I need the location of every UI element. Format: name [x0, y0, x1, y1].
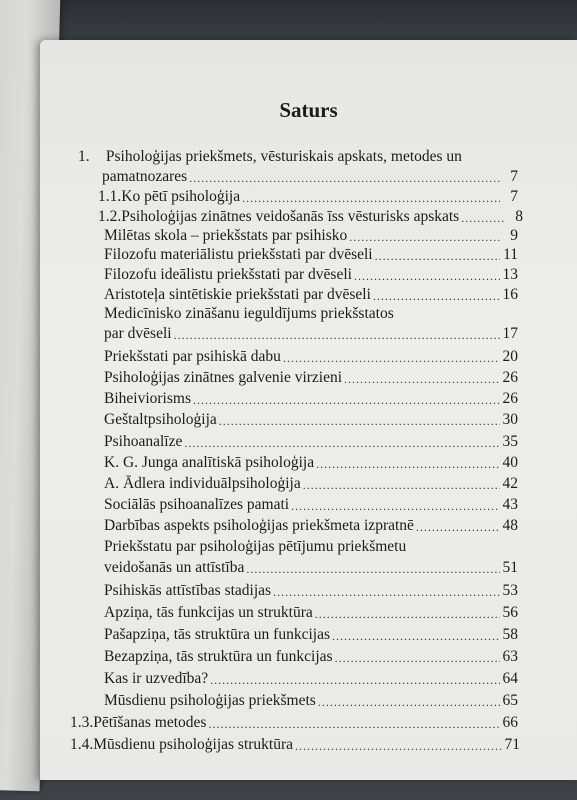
toc-text: Priekšstati par psihiskā dabu: [104, 348, 281, 365]
toc-page-number: 26: [502, 369, 518, 386]
toc-entry: [104, 494, 518, 514]
toc-text: Medicīnisko zināšanu ieguldījums priekšstatos: [104, 305, 394, 322]
toc-entry: [104, 303, 518, 323]
toc-page-number: 65: [502, 692, 518, 709]
toc-page-number: 20: [502, 348, 518, 365]
dot-leader: [332, 629, 500, 644]
dot-leader: [283, 351, 500, 366]
toc-entry: [104, 602, 518, 622]
toc-number: 1.: [78, 148, 90, 165]
toc-entry: [104, 557, 518, 577]
toc-text: Psiholoģijas zinātnes galvenie virzieni: [104, 369, 343, 386]
dot-leader: [291, 499, 500, 514]
toc-page-number: 17: [502, 325, 518, 342]
toc-page-number: 11: [503, 246, 518, 263]
dot-leader: [373, 289, 500, 304]
book-page: [40, 40, 577, 780]
toc-entry: [104, 580, 518, 600]
toc-entry: [104, 388, 518, 408]
toc-page-number: 71: [504, 736, 520, 753]
toc-text: Psiholoģijas zinātnes veidošanās īss vēsturisks apskats: [121, 208, 460, 225]
toc-page-number: 58: [502, 626, 518, 643]
toc-entry: [98, 186, 518, 206]
toc-page-number: 30: [502, 411, 518, 428]
toc-entry: [104, 367, 518, 387]
toc-entry: [78, 148, 548, 166]
toc-page-number: 7: [510, 188, 518, 205]
dot-leader: [184, 436, 500, 451]
toc-text: Psihoanalīze: [104, 433, 183, 450]
toc-text: K. G. Junga analītiskā psiholoģija: [104, 454, 315, 471]
toc-entry: [70, 712, 518, 732]
dot-leader: [375, 249, 500, 264]
dot-leader: [461, 211, 505, 226]
toc-page-number: 26: [502, 390, 518, 407]
dot-leader: [416, 520, 500, 535]
dot-leader: [315, 607, 500, 622]
toc-text: par dvēseli: [104, 325, 172, 342]
toc-page-number: 9: [510, 227, 518, 244]
toc-page-number: 16: [502, 286, 518, 303]
dot-leader: [210, 673, 500, 688]
toc-entry: [104, 284, 518, 304]
toc-page-number: 64: [502, 670, 518, 687]
dot-leader: [208, 717, 500, 732]
dot-leader: [219, 414, 500, 429]
toc-text: Milētas skola – priekšstats par psihisko: [104, 227, 348, 244]
toc-text: Biheiviorisms: [104, 390, 191, 407]
toc-entry: [104, 225, 518, 245]
toc-text: Filozofu materiālistu priekšstati par dvēseli: [104, 246, 373, 263]
dot-leader: [246, 562, 500, 577]
toc-text: Sociālās psihoanalīzes pamati: [104, 496, 290, 513]
toc-entry: [104, 346, 518, 366]
toc-text: Aristoteļa sintētiskie priekšstati par dvēseli: [104, 286, 371, 303]
dot-leader: [273, 585, 500, 600]
toc-page-number: 53: [502, 582, 518, 599]
toc-text: Mūsdienu psiholoģijas struktūra: [93, 736, 294, 753]
toc-number: 1.1.: [98, 188, 122, 205]
toc-page-number: 63: [502, 648, 518, 665]
toc-text: Ko pētī psiholoģija: [121, 188, 241, 205]
toc-entry: [104, 452, 518, 472]
toc-entry: [104, 431, 518, 451]
toc-page-number: 35: [502, 433, 518, 450]
dot-leader: [335, 651, 500, 666]
toc-entry: [104, 668, 518, 688]
toc-text: Priekšstatu par psiholoģijas pētījumu priekšmetu: [104, 538, 407, 555]
toc-text: pamatnozares: [102, 168, 188, 185]
toc-entry: [104, 624, 518, 644]
toc-entry: [102, 166, 518, 186]
toc-page-number: 13: [502, 266, 518, 283]
toc-text: Apziņa, tās funkcijas un struktūra: [104, 604, 313, 621]
toc-entry: [104, 536, 518, 556]
toc-page-number: 48: [502, 517, 518, 534]
toc-page-number: 7: [510, 168, 518, 185]
toc-entry: [70, 734, 520, 754]
toc-entry: [104, 323, 518, 343]
toc-entry: [104, 264, 518, 284]
dot-leader: [303, 478, 500, 493]
toc-entry: [104, 646, 518, 666]
toc-text: Filozofu ideālistu priekšstati par dvēseli: [104, 266, 352, 283]
toc-text: Bezapziņa, tās struktūra un funkcijas: [104, 648, 333, 665]
toc-text: Kas ir uzvedība?: [104, 670, 209, 687]
toc-number: 1.4.: [70, 736, 94, 753]
toc-page-number: 51: [502, 559, 518, 576]
toc-entry: [104, 244, 518, 264]
toc-entry: [104, 409, 518, 429]
dot-leader: [316, 457, 500, 472]
toc-text: veidošanās un attīstība: [104, 559, 245, 576]
toc-page-number: 8: [515, 208, 523, 225]
toc-text: Geštaltpsiholoģija: [104, 411, 217, 428]
toc-entry: [104, 690, 518, 710]
toc-text: Psihiskās attīstības stadijas: [104, 582, 272, 599]
dot-leader: [344, 372, 500, 387]
toc-text: Pētīšanas metodes: [93, 714, 207, 731]
toc-entry: [104, 473, 518, 493]
dot-leader: [242, 191, 500, 206]
toc-page-number: 56: [502, 604, 518, 621]
toc-text: Pašapziņa, tās struktūra un funkcijas: [104, 626, 330, 643]
toc-number: 1.2.: [98, 208, 122, 225]
toc-number: 1.3.: [70, 714, 94, 731]
page-title: Saturs: [279, 98, 338, 122]
dot-leader: [193, 393, 500, 408]
toc-text: Darbības aspekts psiholoģijas priekšmeta izpratnē: [104, 517, 414, 534]
dot-leader: [354, 269, 500, 284]
toc-page-number: 43: [502, 496, 518, 513]
toc-entry: [104, 515, 518, 535]
dot-leader: [349, 230, 500, 245]
toc-text: Mūsdienu psiholoģijas priekšmets: [104, 692, 316, 709]
toc-text: A. Ādlera individuālpsiholoģija: [104, 475, 301, 492]
toc-page-number: 66: [502, 714, 518, 731]
dot-leader: [174, 328, 500, 343]
dot-leader: [295, 739, 502, 754]
dot-leader: [318, 695, 500, 710]
toc-page-number: 42: [502, 475, 518, 492]
toc-entry: [98, 206, 523, 226]
toc-text: Psiholoģijas priekšmets, vēsturiskais apskats, metodes un: [105, 148, 462, 165]
dot-leader: [189, 171, 500, 186]
toc-page-number: 40: [502, 454, 518, 471]
